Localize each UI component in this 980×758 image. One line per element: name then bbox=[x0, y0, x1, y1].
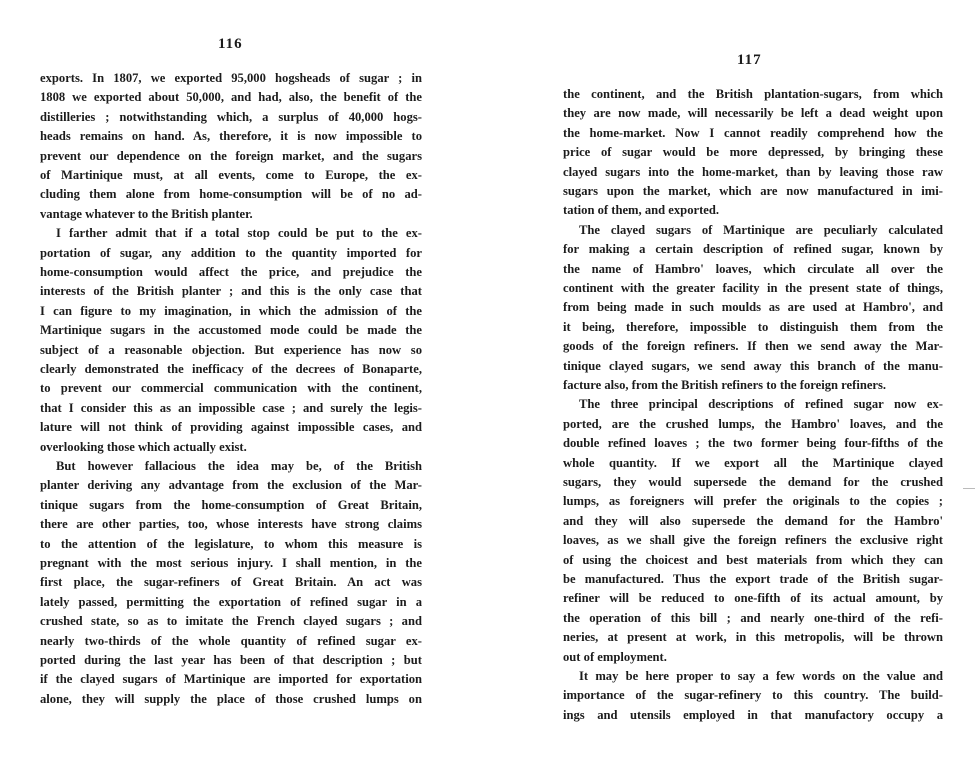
text-line: be manufactured. Thus the export trade of the British sugar- bbox=[563, 572, 943, 586]
text-line: portation of sugar, any addition to the quantity imported for bbox=[40, 245, 422, 260]
page-number: 117 bbox=[737, 52, 762, 68]
text-line: distilleries ; notwithstanding which, a surplus of 40,000 hogs- bbox=[40, 109, 422, 124]
text-line: alone, they will supply the place of those crushed lumps on bbox=[40, 691, 422, 706]
text-line: heads remains on hand. As, therefore, it is now impossible to bbox=[40, 129, 422, 144]
text-line: interests of the British planter ; and this is the only case that bbox=[40, 284, 422, 299]
margin-mark bbox=[963, 488, 975, 489]
text-line: The three principal descriptions of refined sugar now ex- bbox=[579, 397, 943, 412]
text-line: the name of Hambro' loaves, which circulate all over the bbox=[563, 261, 943, 276]
text-line: there are other parties, too, whose interests have strong claims bbox=[40, 517, 422, 532]
text-line: home-consumption would affect the price, and prejudice the bbox=[40, 265, 422, 279]
text-line: first place, the sugar-refiners of Great Britain. An act was bbox=[40, 575, 422, 590]
text-line: Martinique sugars in the accustomed mode could be made the bbox=[40, 323, 422, 338]
text-line: it being, therefore, impossible to distinguish them from the bbox=[563, 319, 943, 334]
text-line: sugars upon the market, which are now manufactured in imi- bbox=[563, 184, 943, 198]
text-line: the operation of this bill ; and nearly one-third of the refi- bbox=[563, 610, 943, 625]
text-line: prevent our dependence on the foreign market, and the sugars bbox=[40, 148, 422, 163]
text-line: sugars, they would supersede the demand for the crushed bbox=[563, 475, 943, 489]
text-line: tinique clayed sugars, we send away this branch of the manu- bbox=[563, 358, 943, 373]
text-line: double refined loaves ; the two former being four-fifths of the bbox=[563, 436, 943, 451]
text-line: vantage whatever to the British planter. bbox=[40, 206, 253, 221]
text-line: continent with the greater facility in the present state of things, bbox=[563, 281, 943, 295]
text-line: the home-market. Now I cannot readily comprehend how the bbox=[563, 125, 943, 140]
text-line: from being made in such moulds as are used at Hambro', and bbox=[563, 300, 943, 315]
text-line: ported during the last year has been of that description ; but bbox=[40, 653, 422, 667]
text-line: planter deriving any advantage from the exclusion of the Mar- bbox=[40, 478, 422, 493]
text-line: for making a certain description of refined sugar, known by bbox=[563, 242, 943, 257]
text-line: subject of a reasonable objection. But experience has now so bbox=[40, 342, 422, 357]
text-line: of Martinique must, at all events, come to Europe, the ex- bbox=[40, 168, 422, 182]
text-line: the continent, and the British plantation-sugars, from which bbox=[563, 87, 943, 101]
text-line: The clayed sugars of Martinique are peculiarly calculated bbox=[579, 222, 943, 237]
text-line: ported, are the crushed lumps, the Hambro' loaves, and the bbox=[563, 416, 943, 431]
text-line: of using the choicest and best materials from which they can bbox=[563, 552, 943, 567]
text-line: out of employment. bbox=[563, 649, 667, 664]
text-line: exports. In 1807, we exported 95,000 hogsheads of sugar ; in bbox=[40, 71, 422, 85]
text-line: lumps, as foreigners will prefer the originals to the copies ; bbox=[563, 494, 943, 509]
text-line: they are now made, will necessarily be left a dead weight upon bbox=[563, 106, 943, 121]
text-line: lature will not think of providing against impossible cases, and bbox=[40, 420, 422, 435]
text-line: goods of the foreign refiners. If then we send away the Mar- bbox=[563, 339, 943, 354]
text-line: overlooking those which actually exist. bbox=[40, 439, 247, 454]
text-line: It may be here proper to say a few words on the value and bbox=[579, 669, 943, 683]
text-line: nearly two-thirds of the whole quantity of refined sugar ex- bbox=[40, 633, 422, 648]
text-line: and they will also supersede the demand for the Hambro' bbox=[563, 513, 943, 528]
text-line: cluding them alone from home-consumption will be of no ad- bbox=[40, 187, 422, 202]
text-line: pregnant with the most serious injury. I shall mention, in the bbox=[40, 556, 422, 570]
text-line: refiner will be reduced to one-fifth of its actual amount, by bbox=[563, 591, 943, 606]
text-line: if the clayed sugars of Martinique are imported for exportation bbox=[40, 672, 422, 687]
text-line: tinique sugars from the home-consumption of Great Britain, bbox=[40, 497, 422, 512]
text-line: to prevent our commercial communication with the continent, bbox=[40, 381, 422, 396]
text-line: 1808 we exported about 50,000, and had, also, the benefit of the bbox=[40, 90, 422, 105]
text-line: But however fallacious the idea may be, of the British bbox=[56, 459, 422, 473]
text-line: lately passed, permitting the exportation of refined sugar in a bbox=[40, 594, 422, 609]
text-line: ings and utensils employed in that manufactory occupy a bbox=[563, 707, 943, 722]
text-line: crushed state, so as to imitate the French clayed sugars ; and bbox=[40, 614, 422, 629]
text-line: tation of them, and exported. bbox=[563, 203, 720, 218]
text-line: clayed sugars into the home-market, than by leaving those raw bbox=[563, 164, 943, 179]
text-line: to the attention of the legislature, to whom this measure is bbox=[40, 536, 422, 551]
text-line: facture also, from the British refiners to the foreign refiners. bbox=[563, 378, 887, 392]
text-line: importance of the sugar-refinery to this country. The build- bbox=[563, 688, 943, 703]
text-line: clearly demonstrated the inefficacy of the decrees of Bonaparte, bbox=[40, 362, 422, 376]
text-line: whole quantity. If we export all the Martinique clayed bbox=[563, 455, 943, 470]
text-line: that I consider this as an impossible case ; and surely the legis- bbox=[40, 400, 422, 415]
text-line: loaves, as we shall give the foreign refiners the exclusive right bbox=[563, 533, 943, 548]
text-line: I farther admit that if a total stop could be put to the ex- bbox=[56, 226, 422, 241]
page-number: 116 bbox=[218, 36, 243, 52]
text-line: price of sugar would be more depressed, by bringing these bbox=[563, 145, 943, 160]
text-line: neries, at present at work, in this metropolis, will be thrown bbox=[563, 630, 943, 645]
text-line: I can figure to my imagination, in which the admission of the bbox=[40, 303, 422, 318]
